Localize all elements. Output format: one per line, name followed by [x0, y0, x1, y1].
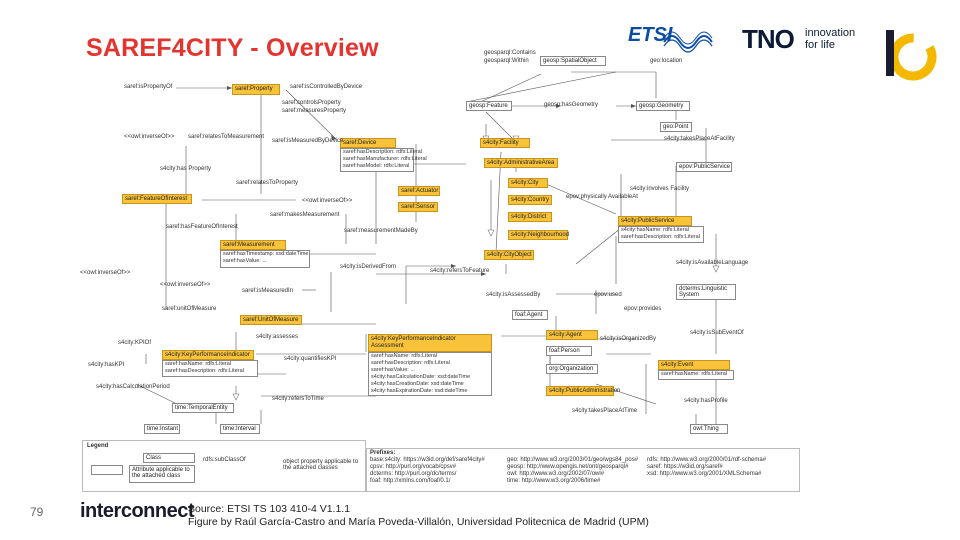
kpi-assessment-attr-5: s4city:hasCreationDate: xsd:dateTime — [371, 381, 464, 387]
brand-ring-icon — [886, 30, 940, 84]
prefixes-title: Prefixes: — [370, 450, 396, 456]
kpi-assessment-attr-4: s4city:hasCalculationDate: xsd:dateTime — [371, 374, 471, 380]
edge-refers-to-time: s4city:refersToTime — [272, 396, 324, 402]
device-attr-3: saref:hasModel: rdfs:Literal — [343, 163, 410, 169]
node-saref-foi: saref:FeatureOfInterest — [122, 194, 192, 204]
prefix-2-3: owl: http://www.w3.org/2002/07/owl# — [507, 471, 605, 477]
edge-is-controlled-by: saref:isControlledByDevice — [290, 84, 363, 90]
edge-is-organized-by: s4city:isOrganizedBy — [600, 336, 657, 342]
device-attr-1: saref:hasDescription: rdfs:Literal — [343, 149, 422, 155]
prefix-1-4: foaf: http://xmlns.com/foaf/0.1/ — [370, 478, 451, 484]
legend-title: Legend — [87, 443, 109, 449]
prefix-3-1: rdfs: http://www.w3.org/2000/01/rdf-schema# — [647, 457, 767, 463]
kpi-assessment-attr-2: saref:hasDescription: rdfs:Literal — [371, 360, 450, 366]
node-event-attrs — [658, 370, 734, 380]
node-geosp-spatial-object: geosp:SpatialObject — [540, 56, 606, 66]
edge-has-kpi: s4city:hasKPI — [88, 362, 125, 368]
prefixes-box — [366, 448, 800, 492]
event-attr-1: saref:hasName: rdfs:Literal — [661, 371, 728, 377]
measurement-attr-1: saref:hasTimestamp: xsd:dateTime — [223, 251, 309, 257]
node-kpi-attrs — [162, 360, 258, 377]
edge-geo-within: geosparql:Within — [484, 58, 529, 64]
edge-controls-property: saref:controlsProperty — [282, 100, 341, 106]
node-s4city-kpi-assessment: s4city:KeyPerformanceIndicator Assessment — [368, 334, 492, 352]
edge-owl-inverse-4: <<owl:inverseOf>> — [160, 282, 211, 288]
tno-logo: TNO — [742, 24, 794, 54]
legend-property: object property applicable to the attached classes — [283, 459, 359, 471]
edge-epov-used: epov:used — [594, 292, 622, 298]
node-measurement-attrs — [220, 250, 310, 268]
interconnect-logo: interconnect — [80, 500, 195, 522]
edge-is-measured-in: saref:isMeasuredIn — [242, 288, 294, 294]
legend-class-box: Class — [143, 453, 195, 463]
kpi-attr-1: saref:hasName: rdfs:Literal — [165, 361, 232, 367]
edge-has-profile: s4city:hasProfile — [684, 398, 728, 404]
node-s4city-city: s4city:City — [508, 178, 548, 188]
source-caption — [188, 503, 649, 529]
prefix-3-2: saref: https://w3id.org/saref# — [647, 464, 723, 470]
node-s4city-agent: s4city:Agent — [546, 330, 598, 340]
edge-relates-to-property: saref:relatesToProperty — [236, 180, 299, 186]
node-public-service-attrs — [618, 226, 704, 243]
node-time-interval: time:Interval — [220, 424, 260, 434]
node-s4city-district: s4city:District — [508, 212, 552, 222]
etsi-logo: ETSI — [628, 24, 673, 46]
edge-unit-of-measure: saref:unitOfMeasure — [162, 306, 217, 312]
tno-tagline-line1: innovation — [805, 27, 856, 39]
node-saref-property: saref:Property — [232, 84, 280, 95]
node-s4city-city-object: s4city:CityObject — [484, 250, 534, 260]
public-service-attr-1: s4city:hasName: rdfs:Literal — [621, 227, 689, 233]
node-time-instant: time:Instant — [144, 424, 180, 434]
node-s4city-public-service: s4city:PublicService — [618, 216, 692, 226]
prefix-1-1: base:s4city: https://w3id.org/def/saref4city# — [370, 457, 485, 463]
edge-refers-to-feature: s4city:refersToFeature — [430, 268, 490, 274]
slide-number: 79 — [30, 505, 44, 519]
node-foaf-agent: foaf:Agent — [512, 310, 548, 320]
edge-geo-contains: geosparql:Contains — [484, 50, 536, 56]
tno-tagline — [805, 27, 855, 51]
node-saref-measurement: saref:Measurement — [220, 240, 286, 250]
prefix-2-4: time: http://www.w3.org/2006/time# — [507, 478, 601, 484]
edge-makes-measurement: saref:makesMeasurement — [270, 212, 340, 218]
edge-takes-place-at-time: s4city:takesPlaceAtTime — [572, 408, 638, 414]
node-saref-unit: saref:UnitOfMeasure — [240, 315, 302, 325]
edge-geo-has-geometry: geosp:hasGeometry — [544, 102, 599, 108]
node-s4city-admin-area: s4city:AdministrativeArea — [484, 158, 558, 168]
slide-title: SAREF4CITY - Overview — [86, 34, 379, 62]
edge-assesses: s4city:assesses — [256, 334, 299, 340]
legend-class-box-2 — [91, 465, 123, 475]
prefix-2-2: geosp: http://www.opengis.net/ont/geosparql# — [507, 464, 629, 470]
node-saref-actuator: saref:Actuator — [398, 186, 440, 196]
edge-physically-available: epov:physically AvailableAt — [566, 194, 638, 200]
node-geosp-feature: geosp:Feature — [466, 101, 512, 111]
node-saref-sensor: saref:Sensor — [398, 202, 438, 212]
edge-epov-provides: epov:provides — [624, 306, 662, 312]
figure-credit: Figure by Raúl García-Castro and María Poveda-Villalón, Universidad Politecnica de Madrid (UPM) — [188, 516, 649, 528]
kpi-assessment-attr-3: saref:hasValue: ... — [371, 367, 415, 373]
edge-has-foi: saref:hasFeatureOfInterest — [166, 224, 238, 230]
node-s4city-public-admin: s4city:PublicAdministration — [546, 386, 614, 396]
edge-has-property: s4city:has Property — [160, 166, 212, 172]
edge-takes-place-at: s4city:takesPlaceAtFacility — [664, 136, 735, 142]
source-line: Source: ETSI TS 103 410-4 V1.1.1 — [188, 503, 351, 515]
edge-measurement-made-by: saref:measurementMadeBy — [344, 228, 418, 234]
node-foaf-person: foaf:Person — [546, 346, 592, 356]
legend — [82, 440, 366, 492]
prefix-2-1: geo: http://www.w3.org/2003/01/geo/wgs84_pos# — [507, 457, 639, 463]
node-epov-public-service: epov:PublicService — [676, 162, 732, 172]
node-kpi-assessment-attrs — [368, 352, 492, 396]
node-s4city-kpi: s4city:KeyPerformanceIndicator — [162, 350, 254, 360]
edge-related-to-measurement: saref:relatesToMeasurement — [188, 134, 265, 140]
node-time-temporal-entity: time:TemporalEntity — [172, 403, 234, 413]
prefix-1-2: cpsv: http://purl.org/vocab/cpsv# — [370, 464, 457, 470]
public-service-attr-2: saref:hasDescription: rdfs:Literal — [621, 234, 700, 240]
node-s4city-neighbourhood: s4city:Neighbourhood — [508, 230, 568, 240]
node-geosp-geometry: geosp:Geometry — [636, 101, 690, 111]
edge-geo-location: geo:location — [650, 58, 683, 64]
etsi-wave-icon — [662, 28, 714, 56]
edge-quantifies-kpi: s4city:quantifiesKPI — [284, 356, 337, 362]
prefix-3-3: xsd: http://www.w3.org/2001/XMLSchema# — [647, 471, 762, 477]
kpi-assessment-attr-1: saref:hasName: rdfs:Literal — [371, 353, 438, 359]
legend-subclass: rdfs:subClassOf — [203, 457, 246, 463]
edge-owl-inverse-1: <<owl:inverseOf>> — [124, 134, 175, 140]
measurement-attr-2: saref:hasValue: ... — [223, 258, 267, 264]
edge-kpi-of: s4city:KPIOf — [118, 340, 152, 346]
edge-has-calculation-period: s4city:hasCalculationPeriod — [96, 384, 170, 390]
kpi-assessment-attr-6: s4city:hasExpirationDate: xsd:dateTime — [371, 388, 468, 394]
node-geo-point: geo:Point — [660, 122, 692, 132]
node-s4city-facility: s4city:Facility — [480, 138, 530, 148]
node-saref-device: saref:Device — [340, 138, 396, 148]
prefix-1-3: dcterms: http://purl.org/dc/terms/ — [370, 471, 457, 477]
edge-is-sub-event-of: s4city:isSubEventOf — [690, 330, 744, 336]
node-s4city-event: s4city:Event — [658, 360, 730, 370]
legend-attribute-note: Attribute applicable to the attached class — [129, 465, 195, 483]
edge-owl-inverse-3: <<owl:inverseOf>> — [80, 270, 131, 276]
node-org-organization: org:Organization — [546, 364, 598, 374]
edge-owl-inverse-2: <<owl:inverseOf>> — [302, 198, 353, 204]
node-s4city-country: s4city:Country — [508, 195, 552, 205]
node-dcterms-linguistic: dcterms:Linguistic System — [676, 284, 736, 300]
edge-is-measured-by: saref:isMeasuredByDevice — [272, 138, 344, 144]
edge-is-property-of: saref:isPropertyOf — [124, 84, 173, 90]
kpi-attr-2: saref:hasDescription: rdfs:Literal — [165, 368, 244, 374]
edge-is-available-language: s4city:isAvailableLanguage — [676, 260, 749, 266]
edge-involves-facility: s4city:involves Facility — [630, 186, 690, 192]
node-device-attrs — [340, 148, 427, 172]
edge-measures-property: saref:measuresProperty — [282, 108, 347, 114]
edge-is-derived-from: s4city:isDerivedFrom — [340, 264, 397, 270]
device-attr-2: saref:hasManufacturer: rdfs:Literal — [343, 156, 427, 162]
edge-is-assessed-by: s4city:isAssessedBy — [486, 292, 541, 298]
node-owl-thing: owl:Thing — [690, 424, 728, 434]
tno-tagline-line2: for life — [805, 39, 835, 51]
